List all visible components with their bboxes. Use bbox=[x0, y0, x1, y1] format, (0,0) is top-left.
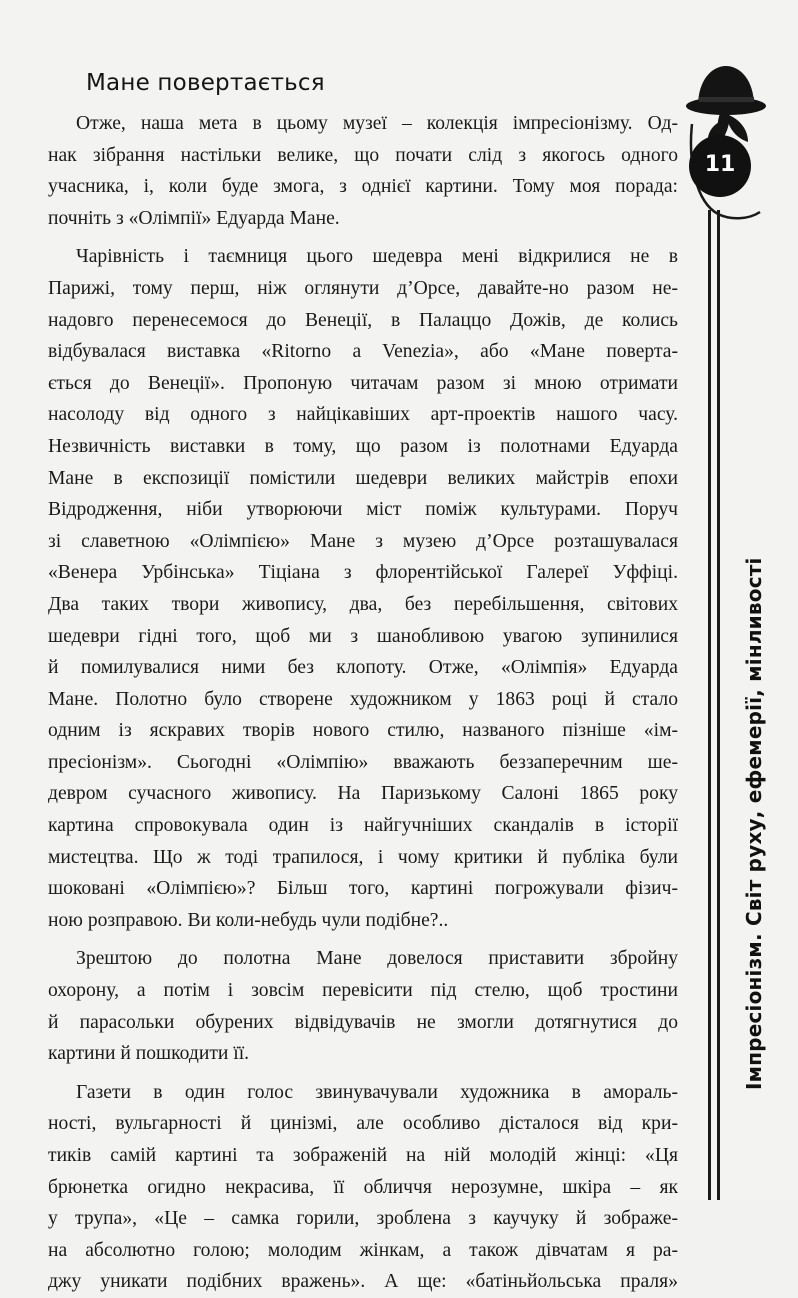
text-line: джу уникати подібних вражень». А ще: «батіньйольська праля» bbox=[48, 1271, 678, 1293]
text-line: ється до Венеції». Пропоную читачам разом зі мною отримати bbox=[48, 372, 678, 394]
text-line: тиків самій картині та зображеній на ній молодій жінці: «Ця bbox=[48, 1145, 678, 1166]
bowler-hat-emblem-icon bbox=[678, 62, 788, 237]
text-line: у трупа», «Це – самка горили, зроблена з каучуку й зображе- bbox=[48, 1208, 678, 1230]
text-line: Відродження, ніби утворюючи міст поміж культурами. Поруч bbox=[48, 499, 678, 521]
text-line: «Венера Урбінська» Тіціана з флорентійської Галереї Уффіці. bbox=[48, 562, 678, 584]
text-line: Два таких твори живопису, два, без перебільшення, світових bbox=[48, 593, 678, 615]
text-line: Газети в один голос звинувачували художника в амораль- bbox=[76, 1081, 678, 1103]
text-line: Мане. Полотно було створене художником у 1863 році й стало bbox=[48, 688, 678, 710]
text-line: й помилувалися ними без клопоту. Отже, «Олімпія» Едуарда bbox=[48, 657, 678, 679]
text-line: картина спровокувала один із найгучніших скандалів в історії bbox=[48, 815, 678, 837]
text-line: одним із яскравих творів нового стилю, названого пізніше «ім- bbox=[48, 720, 678, 742]
text-line: охорону, а потім і зовсім перевісити під стелю, щоб тростини bbox=[48, 980, 678, 1002]
paragraph bbox=[48, 241, 678, 936]
text-line: ності, вульгарності й цинізмі, але особливо дісталося від кри- bbox=[48, 1113, 678, 1135]
text-line: нак зібрання настільки велике, що почати слід з якогось одного bbox=[48, 144, 678, 166]
side-rule bbox=[708, 210, 720, 1200]
text-line: надовго перенесемося до Венеції, в Палаццо Дожів, де колись bbox=[48, 309, 678, 331]
paragraph-gap bbox=[48, 1070, 678, 1077]
text-line: Отже, наша мета в цьому музеї – колекція імпресіонізму. Од- bbox=[76, 113, 678, 134]
text-line: учасника, і, коли буде змога, з однієї картини. Тому моя порада: bbox=[48, 176, 678, 198]
text-line: почніть з «Олімпії» Едуарда Мане. bbox=[48, 207, 340, 229]
text-line: й парасольки обурених відвідувачів не змогли дотягнутися до bbox=[48, 1011, 678, 1033]
text-line: девром сучасного живопису. На Паризькому Салоні 1865 року bbox=[48, 783, 678, 805]
text-line: шедеври гідні того, щоб ми з шанобливою увагою зупинилися bbox=[48, 625, 678, 647]
text-line: ною розправою. Ви коли-небудь чули подібне?.. bbox=[48, 909, 449, 931]
text-line: Парижі, тому перш, ніж оглянути д’Орсе, давайте-но разом не- bbox=[48, 277, 678, 299]
text-line: Мане в експозиції помістили шедеври великих майстрів епохи bbox=[48, 467, 678, 489]
text-line: насолоду від одного з найцікавіших арт-проектів нашого часу. bbox=[48, 404, 678, 426]
text-line: шоковані «Олімпією»? Більш того, картині погрожували фізич- bbox=[48, 878, 678, 900]
text-line: відбувалася виставка «Ritorno a Venezia», або «Мане поверта- bbox=[48, 341, 678, 363]
text-line: брюнетка огидно некрасива, її обличчя нерозумне, шкіра – як bbox=[48, 1176, 678, 1198]
section-heading: Мане повертається bbox=[86, 70, 325, 96]
text-line: Незвичність виставки в тому, що разом із полотнами Едуарда bbox=[48, 435, 678, 457]
paragraph-gap bbox=[48, 234, 678, 241]
paragraph bbox=[48, 1077, 678, 1298]
chapter-side-title: Імпресіонізм. Світ руху, ефемерії, мінливості bbox=[742, 557, 766, 1090]
paragraph bbox=[48, 108, 678, 234]
paragraph bbox=[48, 943, 678, 1069]
text-line: пресіонізм». Сьогодні «Олімпію» вважають беззаперечним ше- bbox=[48, 751, 678, 773]
paragraph-gap bbox=[48, 936, 678, 943]
text-line: зі славетною «Олімпією» Мане з музею д’Орсе розташувалася bbox=[48, 530, 678, 552]
text-line: мистецтва. Що ж тоді трапилося, і чому критики й публіка були bbox=[48, 846, 678, 868]
body-text bbox=[48, 108, 678, 1298]
text-line: Зрештою до полотна Мане довелося приставити збройну bbox=[76, 948, 678, 970]
text-line: картини й пошкодити її. bbox=[48, 1043, 250, 1065]
text-line: на абсолютно голою; молодим жінкам, а також дівчатам я ра- bbox=[48, 1239, 678, 1261]
page-number: 11 bbox=[704, 152, 736, 177]
text-line: Чарівність і таємниця цього шедевра мені відкрилися не в bbox=[76, 246, 678, 268]
